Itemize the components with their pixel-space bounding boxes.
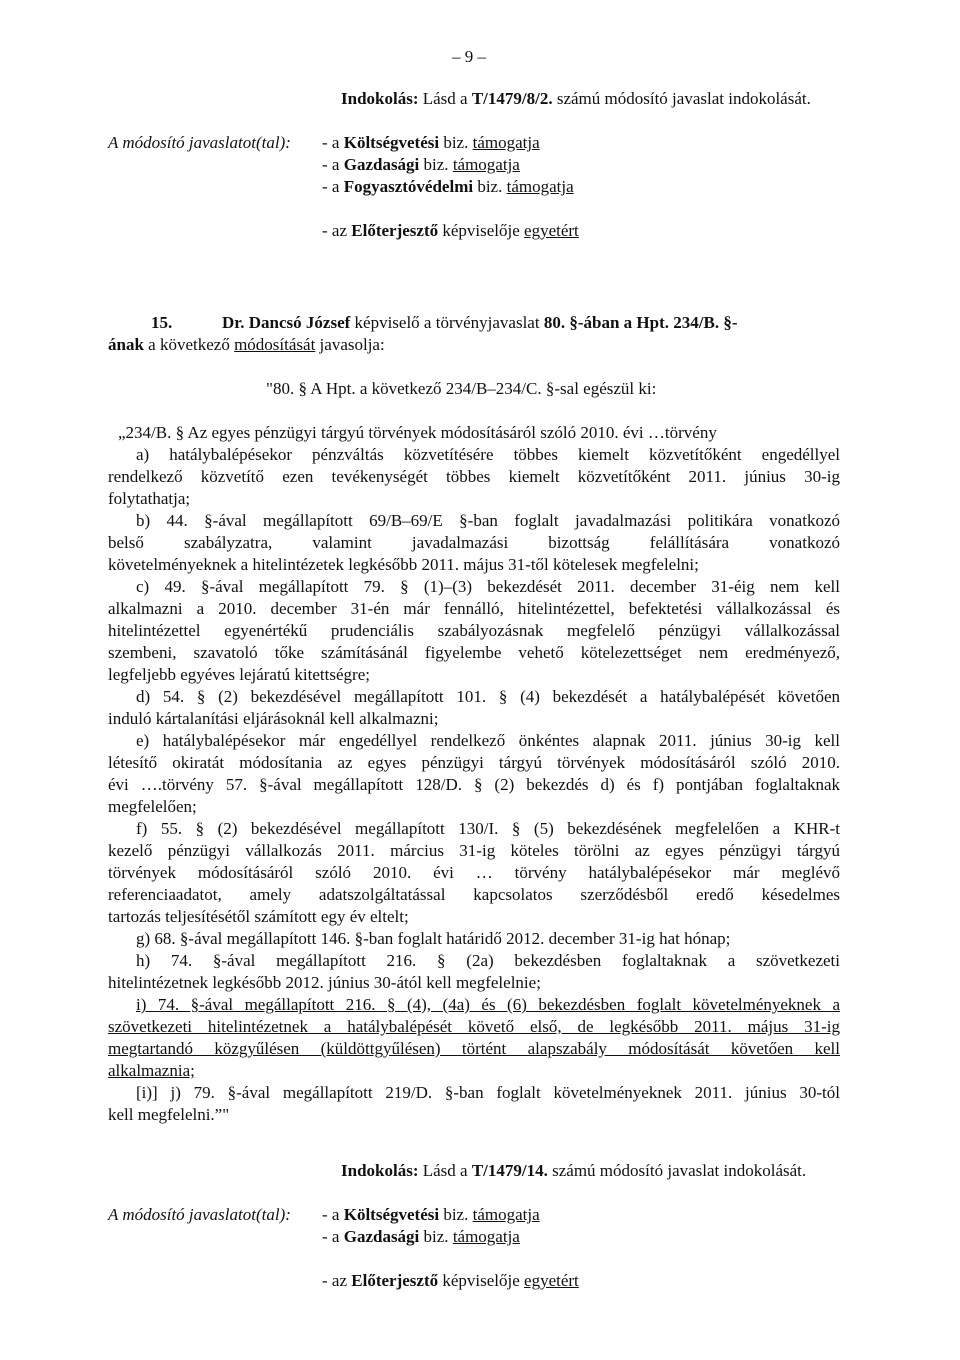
supporters-label — [108, 1204, 291, 1226]
item-line-2 — [108, 334, 385, 356]
paragraph-line: megfelelően; — [108, 797, 197, 816]
paragraph-line: létesítő okiratát módosítania az egyes pénzügyi tárgyú törvények módosításáról szóló 2010. — [108, 753, 840, 772]
supporter-mid: biz. — [473, 177, 507, 196]
sub-heading: „234/B. § Az egyes pénzügyi tárgyú törvények módosításáról szóló 2010. évi …törvény — [118, 423, 717, 442]
supporters-label-text: A módosító javaslatot(tal): — [108, 1205, 291, 1224]
supporter-mid: biz. — [439, 1205, 473, 1224]
paragraph-line: [i)] j) 79. §-ával megállapított 219/D. §-ban foglalt követelményeknek 2011. június 30-tól — [136, 1083, 840, 1102]
supporter-item — [322, 154, 520, 176]
item-line-underlined: módosítását — [234, 335, 316, 354]
presenter-item — [322, 220, 579, 242]
reasoning-label: Indokolás: — [341, 89, 419, 108]
supporter-mid: biz. — [419, 155, 453, 174]
supporter-item — [322, 1226, 520, 1248]
presenter-verb: egyetért — [524, 1271, 579, 1290]
supporter-item — [322, 132, 540, 154]
item-line-text: a következő — [143, 335, 235, 354]
paragraph-line: b) 44. §-ával megállapított 69/B–69/E §-ban foglalt javadalmazási politikára vonatkozó — [136, 511, 840, 530]
quote-intro: "80. § A Hpt. a következő 234/B–234/C. §-sal egészül ki: — [266, 379, 657, 398]
reasoning-line — [341, 1160, 806, 1182]
paragraph-line: rendelkező közvetítő ezen tevékenységét többes kiemelt közvetítőként 2011. június 30-ig — [108, 467, 840, 486]
paragraph-line: c) 49. §-ával megállapított 79. § (1)–(3) bekezdését 2011. december 31-éig nem kell — [136, 577, 840, 596]
supporter-prefix: - a — [322, 133, 344, 152]
paragraph-line: g) 68. §-ával megállapított 146. §-ban foglalt határidő 2012. december 31-ig hat hónap; — [136, 929, 731, 948]
reasoning-tail: számú módosító javaslat indokolását. — [547, 1161, 807, 1180]
item-section: 80. §-ában a Hpt. 234/B. §- — [543, 313, 738, 332]
paragraph-line: f) 55. § (2) bekezdésével megállapított 130/I. § (5) bekezdésének megfelelően a KHR-t — [136, 819, 840, 838]
paragraph-line: a) hatálybalépésekor pénzváltás közvetítésére többes kiemelt közvetítőként engedéllyel — [136, 445, 840, 464]
item-number-text: 15. — [151, 313, 173, 332]
page-number: – 9 – — [452, 47, 486, 66]
paragraph-line: törvények módosításáról szóló 2010. évi … törvény hatálybalépésekor már meglévő — [108, 863, 840, 882]
item-number — [151, 312, 172, 334]
supporters-label-text: A módosító javaslatot(tal): — [108, 133, 291, 152]
paragraph-line: h) 74. §-ával megállapított 216. § (2a) bekezdésben foglaltaknak a szövetkezeti — [136, 951, 840, 970]
supporter-name: Gazdasági — [343, 155, 420, 174]
reasoning-ref: T/1479/14. — [471, 1161, 548, 1180]
supporter-verb: támogatja — [452, 1227, 520, 1246]
paragraph-line: referenciaadatot, amely adatszolgáltatással kapcsolatos szerződésből eredő késedelmes — [108, 885, 840, 904]
paragraph-line: legfeljebb egyéves lejáratú kitettségre; — [108, 665, 370, 684]
paragraph-line: alkalmaznia; — [108, 1061, 195, 1080]
paragraph-line: hitelintézetnek legkésőbb 2012. június 30-ától kell megfelelnie; — [108, 973, 541, 992]
paragraph-line: i) 74. §-ával megállapított 216. § (4), (4a) és (6) bekezdésben foglalt követelményeknek a — [136, 995, 840, 1014]
reasoning-line — [341, 88, 811, 110]
paragraph-line: követelményeknek a hitelintézetek legkésőbb 2011. május 31-től kötelesek megfelelni; — [108, 555, 699, 574]
paragraph-line: évi ….törvény 57. §-ával megállapított 128/D. § (2) bekezdés d) és f) pontjában foglaltaknak — [108, 775, 840, 794]
supporter-mid: biz. — [419, 1227, 453, 1246]
reasoning-text: Lásd a — [418, 89, 472, 108]
author-name: Dr. Dancsó József — [222, 313, 351, 332]
supporter-name: Fogyasztóvédelmi — [343, 177, 474, 196]
reasoning-text: Lásd a — [418, 1161, 472, 1180]
presenter-name: Előterjesztő — [351, 221, 439, 240]
paragraph-line: tartozás teljesítésétől számított egy év eltelt; — [108, 907, 409, 926]
presenter-prefix: - az — [322, 1271, 352, 1290]
paragraph-line: d) 54. § (2) bekezdésével megállapított 101. § (4) bekezdését a hatálybalépését követően — [136, 687, 840, 706]
supporter-prefix: - a — [322, 177, 344, 196]
presenter-mid: képviselője — [438, 1271, 525, 1290]
item-line-bold: ának — [108, 335, 144, 354]
item-line-tail: javasolja: — [315, 335, 385, 354]
paragraph-line: alkalmazni a 2010. december 31-én már fennálló, hitelintézettel, befektetési vállalkozással és — [108, 599, 840, 618]
supporter-prefix: - a — [322, 1227, 344, 1246]
reasoning-label: Indokolás: — [341, 1161, 419, 1180]
supporter-verb: támogatja — [472, 1205, 540, 1224]
presenter-prefix: - az — [322, 221, 352, 240]
item-line-text: képviselő a törvényjavaslat — [350, 313, 544, 332]
paragraph-line: e) hatálybalépésekor már engedéllyel rendelkező önkéntes alapnak 2011. június 30-ig kell — [136, 731, 840, 750]
supporter-item — [322, 176, 574, 198]
supporter-verb: támogatja — [506, 177, 574, 196]
supporter-verb: támogatja — [452, 155, 520, 174]
presenter-verb: egyetért — [524, 221, 579, 240]
presenter-item — [322, 1270, 579, 1292]
paragraph-line: szembeni, szavatoló tőke számításánál figyelembe vehető kötelezettséget nem eredményező, — [108, 643, 840, 662]
paragraph-line: szövetkezeti hitelintézetnek a hatálybalépését követő első, de legkésőbb 2011. május 31-ig — [108, 1017, 840, 1036]
item-line-1 — [222, 312, 832, 334]
paragraph-line: kell megfelelni.”" — [108, 1105, 230, 1124]
supporter-mid: biz. — [439, 133, 473, 152]
presenter-mid: képviselője — [438, 221, 525, 240]
paragraph-line: kezelő pénzügyi vállalkozás 2011. március 31-ig köteles törölni az egyes pénzügyi tárgyú — [108, 841, 840, 860]
supporter-prefix: - a — [322, 155, 344, 174]
supporter-name: Költségvetési — [343, 1205, 440, 1224]
reasoning-ref: T/1479/8/2. — [471, 89, 553, 108]
supporters-label — [108, 132, 291, 154]
paragraph-line: megtartandó közgyűlésen (küldöttgyűlésen) történt alapszabály módosítását követően kell — [108, 1039, 840, 1058]
supporter-name: Gazdasági — [343, 1227, 420, 1246]
supporter-verb: támogatja — [472, 133, 540, 152]
paragraph-line: induló kártalanítási eljárásoknál kell alkalmazni; — [108, 709, 439, 728]
paragraph-line: folytathatja; — [108, 489, 191, 508]
supporter-item — [322, 1204, 540, 1226]
supporter-name: Költségvetési — [343, 133, 440, 152]
supporter-prefix: - a — [322, 1205, 344, 1224]
reasoning-tail: számú módosító javaslat indokolását. — [552, 89, 811, 108]
presenter-name: Előterjesztő — [351, 1271, 439, 1290]
paragraph-line: hitelintézettel egyenértékű prudenciális szabályozásnak megfelelő pénzügyi vállalkozással — [108, 621, 840, 640]
paragraph-line: belső szabályzatra, valamint javadalmazási bizottság felállítására vonatkozó — [108, 533, 840, 552]
